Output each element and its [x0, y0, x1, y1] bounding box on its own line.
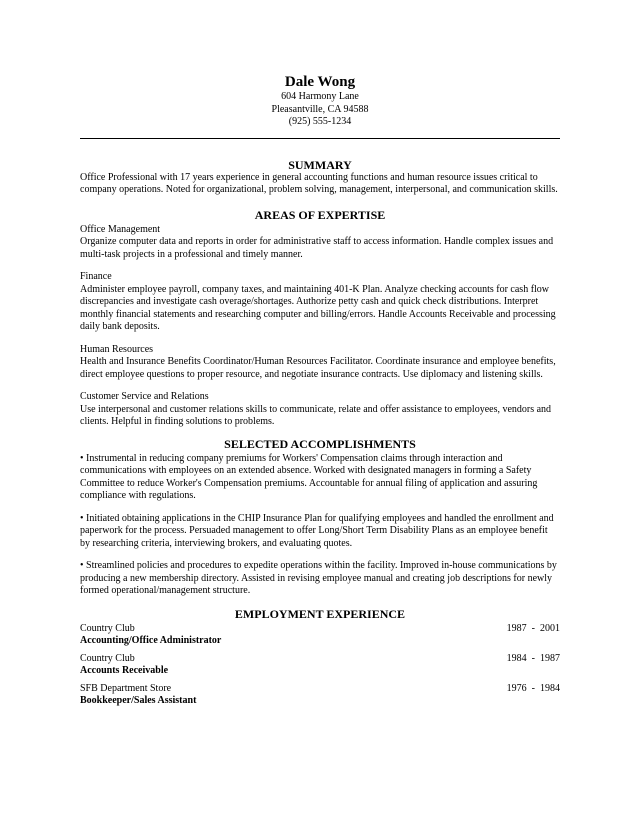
accomplishment-item: • Initiated obtaining applications in the CHIP Insurance Plan for qualifying employees and handled the enrollment and paperwork for the process. Persuaded management to offer Long/Short Term Disability Plans as an employee benefit by researching criteria, interviewing brokers, and evaluating quotes.	[80, 512, 554, 549]
address-line-2: Pleasantville, CA 94588	[271, 103, 369, 115]
expertise-area-text: Administer employee payroll, company taxes, and maintaining 401-K Plan. Analyze checking accounts for cash flow discrepancies and investigate cash overage/shortages. Authorize petty cash and quick check distributions. Interpret monthly financial statements and researching computer and billing/errors. Handle Accounts Receivable and processing daily bank deposits.	[80, 283, 556, 332]
phone-number: (925) 555-1234	[288, 116, 352, 127]
candidate-name: Dale Wong	[284, 74, 356, 90]
expertise-area-title: Office Management	[80, 223, 161, 235]
accomplishment-item: • Streamlined policies and procedures to expedite operations within the facility. Improved in-house communications by producing a new membership directory. Assisted in revising employee manual and creating job descriptions for newly formed operational/management structure.	[80, 560, 557, 596]
job-dates: 1987 - 2001	[506, 622, 560, 634]
expertise-area-title: Finance	[80, 271, 112, 282]
job-employer: Country Club	[80, 652, 135, 664]
summary-section	[80, 158, 560, 197]
expertise-area-title: Customer Service and Relations	[80, 391, 209, 402]
expertise-area-title: Human Resources	[80, 343, 154, 355]
employment-heading: EMPLOYMENT EXPERIENCE	[234, 606, 406, 621]
job-title: Accounts Receivable	[80, 665, 169, 676]
accomplishments-section	[80, 437, 560, 598]
expertise-area-human-resources	[80, 344, 560, 382]
job-employer: Country Club	[80, 622, 135, 634]
resume-header	[80, 74, 560, 129]
job-entry	[80, 653, 560, 678]
employment-section	[80, 607, 560, 708]
summary-heading: SUMMARY	[288, 157, 352, 172]
expertise-area-text: Use interpersonal and customer relations skills to communicate, relate and offer assistance to employees, vendors and clients. Helpful in finding solutions to problems.	[80, 403, 552, 427]
job-employer: SFB Department Store	[80, 682, 172, 694]
accomplishment-item: • Instrumental in reducing company premiums for Workers' Compensation claims through interaction and communications with employees on an extended absence. Worked with designated managers in forming a Safety Committee to reduce Worker's Compensation premiums. Accountable for annual filing of application and assuring compliance with regulations.	[80, 452, 538, 501]
accomplishments-heading: SELECTED ACCOMPLISHMENTS	[224, 436, 416, 451]
resume-page	[80, 74, 560, 713]
expertise-section	[80, 208, 560, 429]
expertise-area-finance	[80, 271, 560, 334]
header-divider	[80, 138, 560, 139]
expertise-area-office-management	[80, 224, 560, 262]
expertise-heading: AREAS OF EXPERTISE	[254, 207, 386, 222]
job-dates: 1984 - 1987	[506, 652, 560, 664]
job-title: Bookkeeper/Sales Assistant	[80, 695, 197, 706]
job-dates: 1976 - 1984	[506, 682, 560, 694]
expertise-area-text: Health and Insurance Benefits Coordinator/Human Resources Facilitator. Coordinate insurance and employee benefits, direct employee questions to proper resource, and negotiate insurance contracts. Use diplomacy and listening skills.	[80, 356, 556, 380]
expertise-area-customer-service	[80, 391, 560, 429]
expertise-area-text: Organize computer data and reports in order for administrative staff to access information. Handle complex issues and multi-task projects in a professional and timely manner.	[80, 236, 554, 260]
summary-text: Office Professional with 17 years experience in general accounting functions and human resource issues critical to company operations. Noted for organizational, problem solving, management, interpersonal, and communication skills.	[80, 171, 558, 195]
job-entry	[80, 683, 560, 708]
address-line-1: 604 Harmony Lane	[281, 91, 359, 102]
job-title: Accounting/Office Administrator	[80, 635, 222, 646]
job-entry	[80, 623, 560, 648]
